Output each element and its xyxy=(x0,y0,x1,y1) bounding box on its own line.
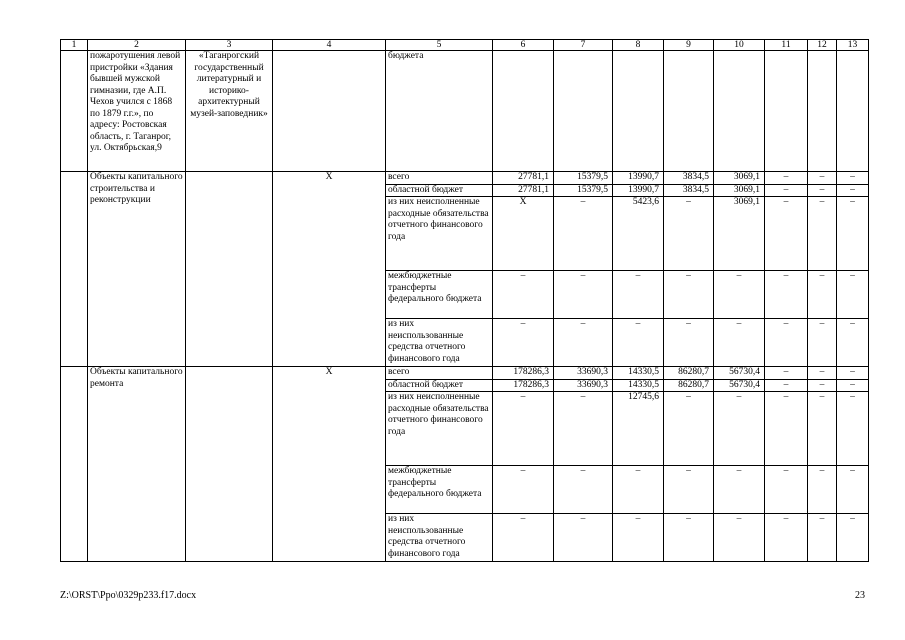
value-cell: – xyxy=(554,319,613,367)
value-cell: – xyxy=(493,392,554,466)
table-cell xyxy=(186,172,273,367)
value-cell: – xyxy=(765,379,808,392)
table-cell xyxy=(273,51,386,172)
group-mark-cell: Х xyxy=(273,367,386,562)
page-number: 23 xyxy=(855,590,865,601)
object-name-cell: пожаротушения левой пристройки «Здания бывшей мужской гимназии, где А.П. Чехов учился с 1868 по 1879 г.г.», по адресу: Ростовская область, г. Таганрог, ул. Октябрьская,9 xyxy=(88,51,186,172)
value-cell: – xyxy=(493,319,554,367)
value-cell: – xyxy=(714,319,765,367)
funding-source-cell: из них неисполненные расходные обязательства отчетного финансового года xyxy=(386,392,493,466)
value-cell: – xyxy=(808,367,837,380)
funding-source-cell: межбюджетные трансферты федерального бюджета xyxy=(386,271,493,319)
value-cell: – xyxy=(765,367,808,380)
customer-cell: «Таганрогский государственный литературный и историко-архитектурный музей-заповедник» xyxy=(186,51,273,172)
column-header: 12 xyxy=(808,40,837,51)
value-cell: – xyxy=(765,514,808,562)
table-cell xyxy=(714,51,765,172)
value-cell: 14330,5 xyxy=(613,379,664,392)
value-cell: – xyxy=(554,392,613,466)
value-cell: – xyxy=(554,271,613,319)
value-cell: – xyxy=(837,514,869,562)
value-cell: – xyxy=(837,392,869,466)
funding-source-cell: из них неисполненные расходные обязательства отчетного финансового года xyxy=(386,197,493,271)
value-cell: – xyxy=(664,514,714,562)
value-cell: – xyxy=(714,392,765,466)
table-cell xyxy=(664,51,714,172)
table-cell xyxy=(61,367,88,562)
value-cell: 56730,4 xyxy=(714,367,765,380)
funding-source-cell: из них неиспользованные средства отчетного финансового года xyxy=(386,514,493,562)
group-mark-cell: Х xyxy=(273,172,386,367)
column-header: 10 xyxy=(714,40,765,51)
column-header: 7 xyxy=(554,40,613,51)
column-header: 9 xyxy=(664,40,714,51)
value-cell: – xyxy=(765,271,808,319)
table-cell xyxy=(837,51,869,172)
value-cell: 3069,1 xyxy=(714,172,765,185)
value-cell: – xyxy=(808,466,837,514)
table-cell xyxy=(613,51,664,172)
value-cell: – xyxy=(837,271,869,319)
column-header: 5 xyxy=(386,40,493,51)
value-cell: 56730,4 xyxy=(714,379,765,392)
group-name-cell: Объекты капитального ремонта xyxy=(88,367,186,562)
table-cell xyxy=(493,51,554,172)
value-cell: 15379,5 xyxy=(554,172,613,185)
value-cell: – xyxy=(837,197,869,271)
value-cell: 27781,1 xyxy=(493,184,554,197)
value-cell: – xyxy=(837,379,869,392)
value-cell: – xyxy=(808,392,837,466)
table-cell xyxy=(61,51,88,172)
funding-source-cell: всего xyxy=(386,172,493,185)
funding-source-cell: областной бюджет xyxy=(386,184,493,197)
value-cell: – xyxy=(765,184,808,197)
group-name-cell: Объекты капитального строительства и реконструкции xyxy=(88,172,186,367)
column-header: 3 xyxy=(186,40,273,51)
table-cell xyxy=(61,172,88,367)
table-cell xyxy=(808,51,837,172)
value-cell: – xyxy=(714,466,765,514)
value-cell: – xyxy=(837,184,869,197)
value-cell: – xyxy=(765,392,808,466)
table-cell xyxy=(186,367,273,562)
value-cell: – xyxy=(765,197,808,271)
value-cell: – xyxy=(765,319,808,367)
column-header: 11 xyxy=(765,40,808,51)
value-cell: – xyxy=(493,514,554,562)
value-cell: – xyxy=(554,514,613,562)
value-cell: – xyxy=(613,514,664,562)
value-cell: – xyxy=(493,271,554,319)
value-cell: – xyxy=(613,271,664,319)
value-cell: 3834,5 xyxy=(664,172,714,185)
value-cell: – xyxy=(808,514,837,562)
value-cell: 178286,3 xyxy=(493,379,554,392)
value-cell: – xyxy=(554,466,613,514)
column-header: 8 xyxy=(613,40,664,51)
value-cell: – xyxy=(808,197,837,271)
value-cell: 3069,1 xyxy=(714,197,765,271)
value-cell: – xyxy=(664,392,714,466)
value-cell: – xyxy=(664,319,714,367)
column-header: 2 xyxy=(88,40,186,51)
value-cell: – xyxy=(808,319,837,367)
header-row xyxy=(61,40,869,51)
funding-source-cell: межбюджетные трансферты федерального бюджета xyxy=(386,466,493,514)
value-cell: – xyxy=(714,514,765,562)
value-cell: 27781,1 xyxy=(493,172,554,185)
value-cell: – xyxy=(714,271,765,319)
table-cell xyxy=(554,51,613,172)
value-cell: 13990,7 xyxy=(613,184,664,197)
value-cell: 86280,7 xyxy=(664,367,714,380)
table-row xyxy=(61,367,869,380)
value-cell: – xyxy=(808,172,837,185)
value-cell: – xyxy=(837,172,869,185)
value-cell: – xyxy=(808,271,837,319)
value-cell: – xyxy=(493,466,554,514)
footer-file-path: Z:\ORST\Ppo\0329p233.f17.docx xyxy=(60,590,197,601)
column-header: 4 xyxy=(273,40,386,51)
value-cell: – xyxy=(837,466,869,514)
value-cell: 3834,5 xyxy=(664,184,714,197)
value-cell: 15379,5 xyxy=(554,184,613,197)
table-cell xyxy=(765,51,808,172)
value-cell: 3069,1 xyxy=(714,184,765,197)
table-row xyxy=(61,51,869,172)
value-cell: – xyxy=(664,271,714,319)
value-cell: 33690,3 xyxy=(554,379,613,392)
value-cell: – xyxy=(613,466,664,514)
value-cell: – xyxy=(613,319,664,367)
value-cell: 86280,7 xyxy=(664,379,714,392)
value-cell: – xyxy=(765,172,808,185)
table-row xyxy=(61,172,869,185)
value-cell: 12745,6 xyxy=(613,392,664,466)
budget-table xyxy=(60,39,869,562)
funding-source-cell: из них неиспользованные средства отчетного финансового года xyxy=(386,319,493,367)
value-cell: 5423,6 xyxy=(613,197,664,271)
funding-source-cell: всего xyxy=(386,367,493,380)
source-cell: бюджета xyxy=(386,51,493,172)
value-cell: – xyxy=(837,367,869,380)
column-header: 6 xyxy=(493,40,554,51)
funding-source-cell: областной бюджет xyxy=(386,379,493,392)
value-cell: Х xyxy=(493,197,554,271)
value-cell: 178286,3 xyxy=(493,367,554,380)
value-cell: – xyxy=(837,319,869,367)
value-cell: – xyxy=(554,197,613,271)
column-header: 1 xyxy=(61,40,88,51)
value-cell: 14330,5 xyxy=(613,367,664,380)
value-cell: – xyxy=(765,466,808,514)
value-cell: – xyxy=(664,466,714,514)
value-cell: 13990,7 xyxy=(613,172,664,185)
value-cell: – xyxy=(808,379,837,392)
value-cell: – xyxy=(808,184,837,197)
column-header: 13 xyxy=(837,40,869,51)
value-cell: – xyxy=(664,197,714,271)
value-cell: 33690,3 xyxy=(554,367,613,380)
